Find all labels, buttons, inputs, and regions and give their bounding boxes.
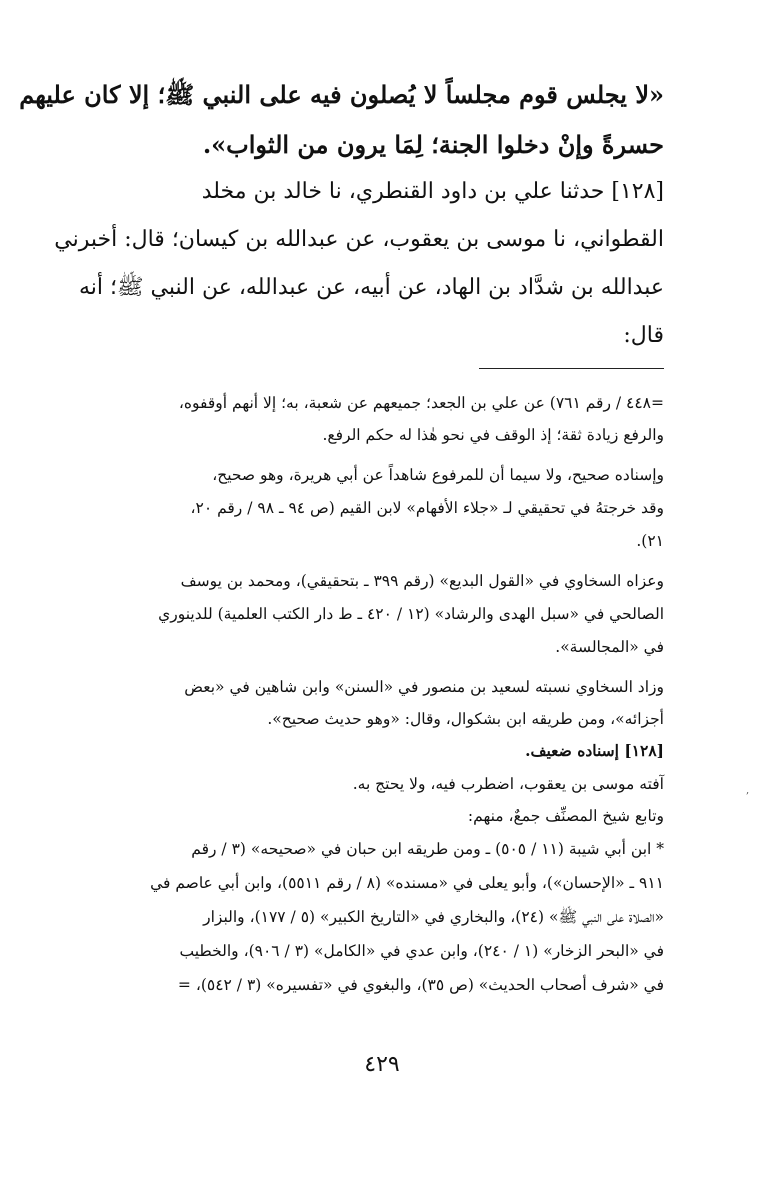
footnote-line: «الصلاة على النبي ﷺ» (٢٤)، والبخاري في «التاريخ الكبير» (٥ / ١٧٧)، والبزار xyxy=(203,908,664,926)
footnote-line: وعزاه السخاوي في «القول البديع» (رقم ٣٩٩ ـ بتحقيقي)، ومحمد بن يوسف xyxy=(180,572,664,590)
footnote-line: الصالحي في «سبل الهدى والرشاد» (١٢ / ٤٢٠ ـ ط دار الكتب العلمية) للدينوري xyxy=(158,605,664,623)
margin-dot: , xyxy=(746,785,750,796)
footnote-line: في «شرف أصحاب الحديث» (ص ٣٥)، والبغوي في «تفسيره» (٣ / ٥٤٢)، = xyxy=(177,976,664,994)
hadith-line: حسرةً وإنْ دخلوا الجنة؛ لِمَا يرون من الثواب». xyxy=(202,130,664,159)
narration-line: عبدالله بن شدَّاد بن الهاد، عن أبيه، عن عبدالله، عن النبي ﷺ؛ أنه xyxy=(78,275,664,300)
narration-line: القطواني، نا موسى بن يعقوب، عن عبدالله بن كيسان؛ قال: أخبرني xyxy=(54,227,664,252)
footnote-line: في «البحر الزخار» (١ / ٢٤٠)، وابن عدي في «الكامل» (٣ / ٩٠٦)، والخطيب xyxy=(179,942,664,960)
footnote-line: ٢١). xyxy=(636,532,664,550)
narration-line: [١٢٨] حدثنا علي بن داود القنطري، نا خالد بن مخلد xyxy=(201,179,664,204)
footnote-line: آفته موسى بن يعقوب، اضطرب فيه، ولا يحتج به. xyxy=(352,775,664,793)
footnote-line: وزاد السخاوي نسبته لسعيد بن منصور في «السنن» وابن شاهين في «بعض xyxy=(184,678,664,696)
footnote-line: =٤٤٨ / رقم ٧٦١) عن علي بن الجعد؛ جميعهم عن شعبة، به؛ إلا أنهم أوقفوه، xyxy=(178,394,664,412)
footnote-line: وإسناده صحيح، ولا سيما أن للمرفوع شاهداً عن أبي هريرة، وهو صحيح، xyxy=(212,466,664,484)
footnote-line: وقد خرجتهُ في تحقيقي لـ «جلاء الأفهام» لابن القيم (ص ٩٤ ـ ٩٨ / رقم ٢٠، xyxy=(190,499,664,517)
footnote-line: وتابع شيخ المصنِّف جمعٌ، منهم: xyxy=(467,807,664,825)
footnote-line: * ابن أبي شيبة (١١ / ٥٠٥) ـ ومن طريقه ابن حبان في «صحيحه» (٣ / رقم xyxy=(191,840,664,858)
footnote-line: في «المجالسة». xyxy=(555,638,664,656)
hadith-line: «لا يجلس قوم مجلساً لا يُصلون فيه على النبي ﷺ؛ إلا كان عليهم xyxy=(19,80,664,109)
footnote-line: والرفع زيادة ثقة؛ إذ الوقف في نحو هٰذا له حكم الرفع. xyxy=(322,426,664,444)
footnote-line: ٩١١ ـ «الإحسان»)، وأبو يعلى في «مسنده» (٨ / رقم ٥٥١١)، وابن أبي عاصم في xyxy=(150,874,664,892)
footnote-line: [١٢٨] إسناده ضعيف. xyxy=(525,741,664,760)
footnote-divider xyxy=(479,368,664,369)
page-number: ٤٢٩ xyxy=(364,1052,400,1077)
footnote-line: أجزائه»، ومن طريقه ابن بشكوال، وقال: «وهو حديث صحيح». xyxy=(267,710,664,728)
narration-line: قال: xyxy=(623,323,664,348)
